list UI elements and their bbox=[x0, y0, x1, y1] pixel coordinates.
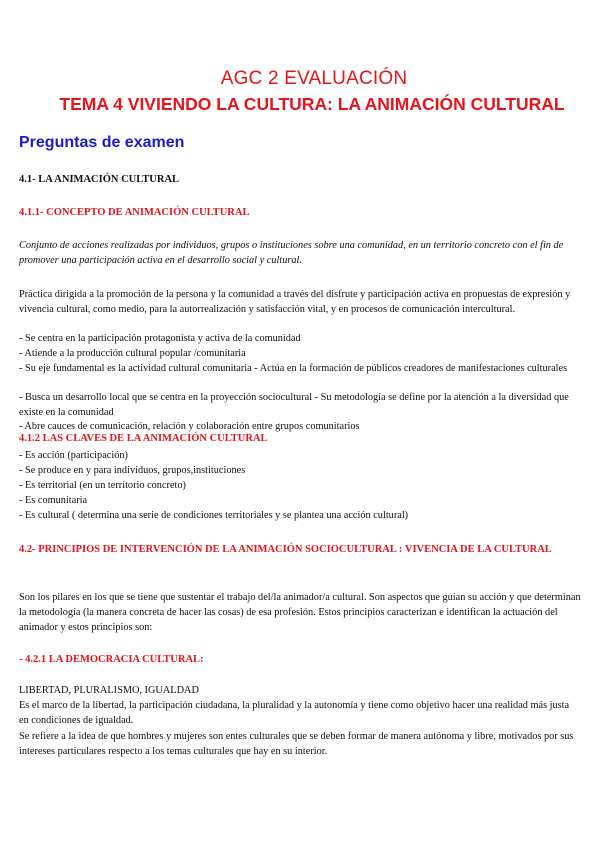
list-item: - Se centra en la participación protagonista y activa de la comunidad bbox=[19, 333, 301, 344]
values-line: LIBERTAD, PLURALISMO, IGUALDAD bbox=[19, 685, 199, 696]
democracy-paragraph-1: Es el marco de la libertad, la participación ciudadana, la pluralidad y la autonomía y tiene como objetivo hacer una realidad más justa en condiciones de igualdad. bbox=[19, 700, 570, 726]
document-title: AGC 2 EVALUACIÓN bbox=[220, 68, 408, 89]
principles-paragraph: Son los pilares en los que se tiene que sustentar el trabajo del/la animador/a cultural. Son aspectos que guían su acción y que determinan la metodología (la manera concreta de hacer las cosas) de esa profesión. Estos principios caracterizan e identifican la actuación del animador y estos principios son: bbox=[19, 592, 581, 633]
list-item: - Se produce en y para individuos, grupos,instituciones bbox=[19, 465, 246, 476]
list-item: - Abre cauces de comunicación, relación y colaboración entre grupos comunitarios bbox=[19, 421, 360, 432]
heading-4-1: 4.1- LA ANIMACIÓN CULTURAL bbox=[19, 174, 180, 185]
democracy-paragraph-2: Se refiere a la idea de que hombres y mujeres son entes culturales que se deben formar de manera autónoma y libre, motivados por sus intereses particulares respecto a los temas culturales que hay en su interior. bbox=[19, 731, 574, 757]
list-item: - Su eje fundamental es la actividad cultural comunitaria - Actúa en la formación de públicos creadores de manifestaciones culturales bbox=[19, 363, 568, 374]
heading-4-2-1: - 4.2.1 LA DEMOCRACIA CULTURAL: bbox=[19, 654, 204, 665]
list-item: - Es acción (participación) bbox=[19, 450, 128, 461]
practice-paragraph: Práctica dirigida a la promoción de la persona y la comunidad a través del disfrute y participación activa en propuestas de expresión y vivencia cultural, como medio, para la autorrealización y satisfacción vital, y en procesos de comunicación intercultural. bbox=[19, 289, 571, 315]
list-item: - Atiende a la producción cultural popular /comunitaria bbox=[19, 348, 246, 359]
heading-4-1-1: 4.1.1- CONCEPTO DE ANIMACIÓN CULTURAL bbox=[19, 207, 250, 218]
heading-4-2: 4.2- PRINCIPIOS DE INTERVENCIÓN DE LA ANIMACIÓN SOCIOCULTURAL : VIVENCIA DE LA CULTURAL bbox=[19, 544, 552, 555]
section-subtitle: Preguntas de examen bbox=[19, 134, 185, 151]
heading-4-1-2: 4.1.2 LAS CLAVES DE LA ANIMACIÓN CULTURAL bbox=[19, 433, 268, 444]
topic-title: TEMA 4 VIVIENDO LA CULTURA: LA ANIMACIÓN CULTURAL bbox=[59, 94, 565, 114]
list-item: - Busca un desarrollo local que se centra en la proyección sociocultural - Su metodología se define por la atención a la diversidad que existe en la comunidad bbox=[19, 392, 569, 418]
list-item: - Es territorial (en un territorio concreto) bbox=[19, 480, 186, 491]
list-item: - Es comunitaria bbox=[19, 495, 88, 506]
list-item: - Es cultural ( determina una serie de condiciones territoriales y se plantea una acción cultural) bbox=[19, 510, 409, 521]
definition-paragraph: Conjunto de acciones realizadas por individuos, grupos o instituciones sobre una comunidad, en un territorio concreto con el fin de promover una participación activa en el desarrollo social y cultural. bbox=[19, 240, 564, 266]
